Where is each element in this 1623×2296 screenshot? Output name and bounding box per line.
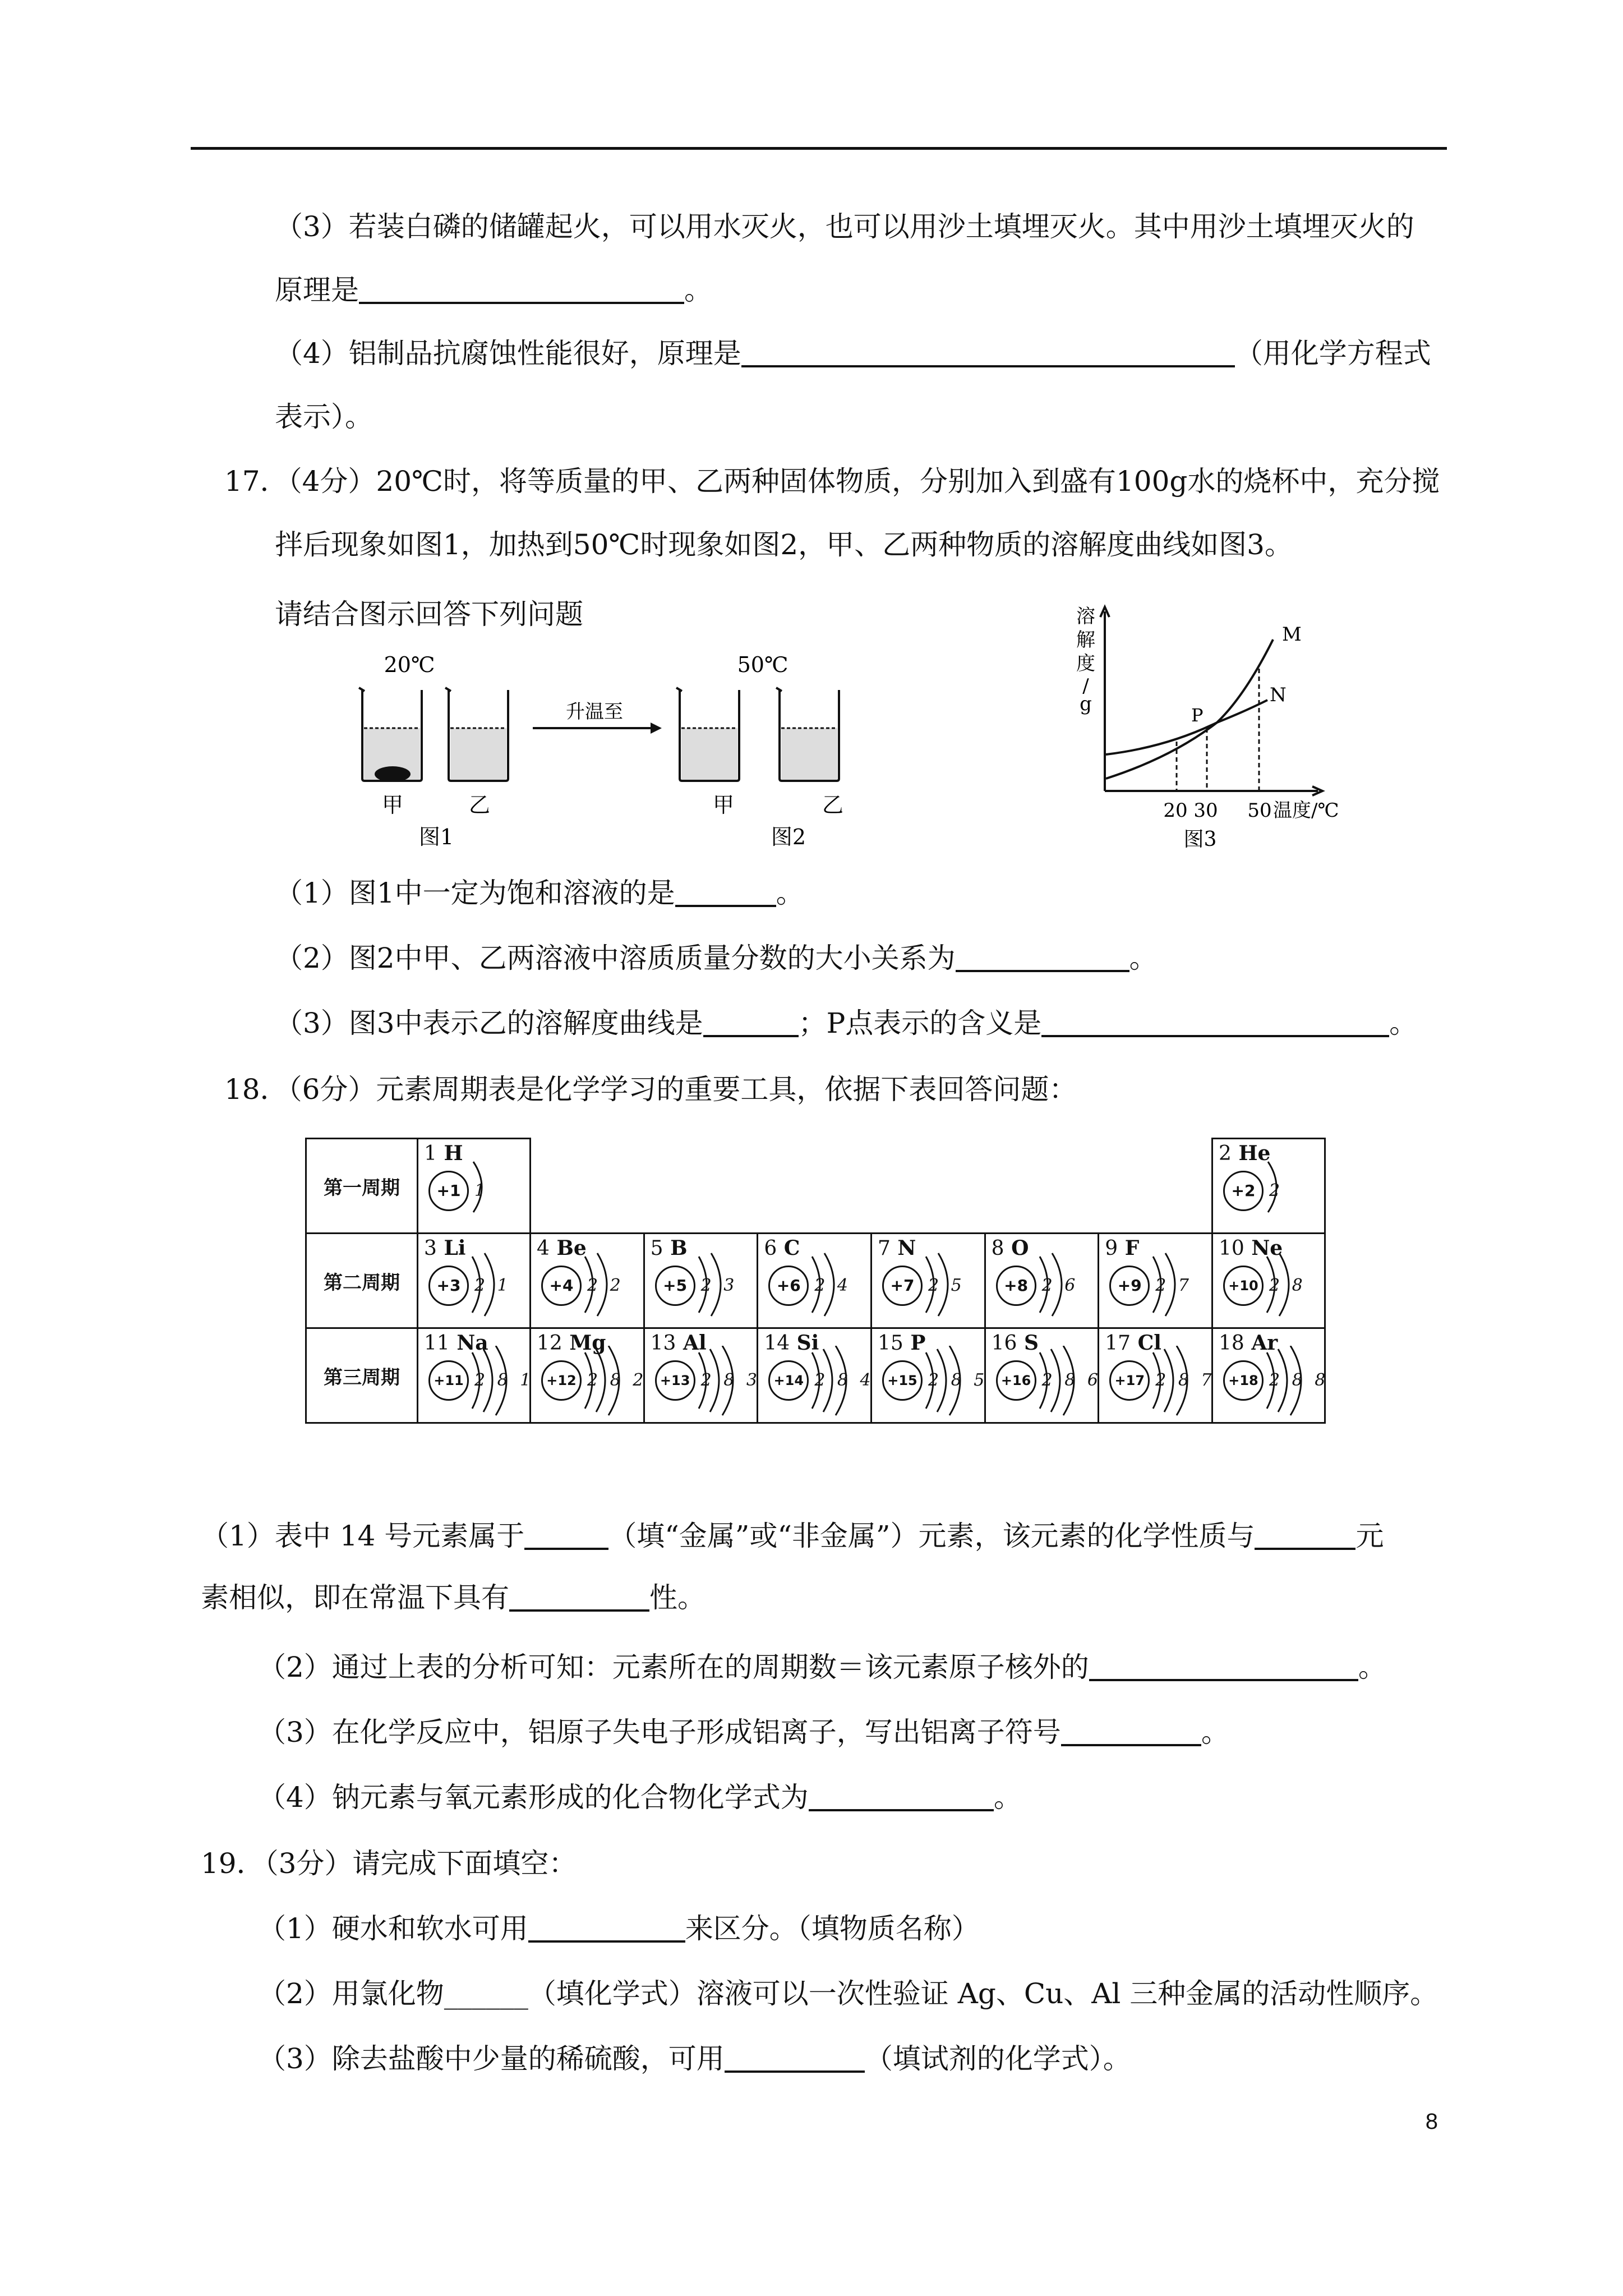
fig2-temp: 50℃	[737, 652, 789, 677]
answer-blank[interactable]	[703, 1007, 799, 1037]
fig3-caption: 图3	[1183, 828, 1217, 851]
element-cell: 3 Li +3 2 1	[418, 1234, 531, 1328]
q16-part4-line2: 表示）。	[275, 401, 373, 433]
curve-m-label: M	[1282, 623, 1302, 646]
answer-blank[interactable]	[809, 1781, 994, 1811]
element-cell: 18 Ar +18 2 8 8	[1212, 1328, 1325, 1423]
ylabel-char: 溶	[1076, 605, 1095, 628]
element-cell: 8 O +8 2 6	[985, 1234, 1099, 1328]
q19-intro: 19．（3分）请完成下面填空：	[201, 1847, 577, 1880]
curve-n-label: N	[1270, 684, 1287, 706]
page-number: 8	[1425, 2109, 1438, 2134]
q16-part3-line2: 原理是 。	[275, 274, 712, 306]
element-cell: 6 C +6 2 4	[758, 1234, 872, 1328]
answer-blank[interactable]	[1061, 1716, 1201, 1746]
fig2-caption: 图2	[771, 825, 806, 849]
element-cell: 5 B +5 2 3	[644, 1234, 758, 1328]
tick-label: 50	[1247, 799, 1272, 822]
q17-sub2: （2）图2中甲、乙两溶液中溶质质量分数的大小关系为 。	[275, 942, 1158, 974]
solubility-curve-figure	[1060, 600, 1352, 858]
q18-sub2: （2）通过上表的分析可知：元素所在的周期数＝该元素原子核外的 。	[258, 1651, 1386, 1683]
beaker-figures	[336, 639, 852, 864]
beaker-yi-fig1	[445, 688, 508, 781]
ylabel-char: 度	[1076, 652, 1095, 675]
ylabel-char: 解	[1076, 629, 1095, 651]
answer-blank[interactable]	[725, 2042, 865, 2073]
element-cell: 4 Be +4 2 2	[531, 1234, 644, 1328]
beaker-yi-fig2	[776, 688, 839, 781]
q19-sub2: （2）用氯化物______（填化学式）溶液可以一次性验证 Ag、Cu、Al 三种金属的活动性顺序。	[258, 1977, 1438, 2010]
header-rule	[191, 147, 1447, 150]
q18-sub3: （3）在化学反应中，铝原子失电子形成铝离子，写出铝离子符号 。	[258, 1716, 1229, 1749]
element-cell: 2 He +2 2	[1212, 1139, 1325, 1234]
x-axis-label: 温度/℃	[1273, 799, 1339, 822]
period-label: 第二周期	[306, 1234, 418, 1328]
answer-blank[interactable]	[675, 877, 776, 907]
arrow-label: 升温至	[566, 701, 623, 723]
period-label: 第三周期	[306, 1328, 418, 1423]
tick-label: 30	[1193, 799, 1218, 822]
q16-part4-line1: （4）铝制品抗腐蚀性能很好，原理是 （用化学方程式	[275, 337, 1431, 370]
q17-intro-line2: 拌后现象如图1，加热到50℃时现象如图2，甲、乙两种物质的溶解度曲线如图3。	[275, 528, 1293, 561]
curve-n	[1106, 700, 1267, 754]
answer-blank[interactable]	[741, 337, 1235, 367]
q18-sub1-line2: 素相似，即在常温下具有 性。	[201, 1581, 706, 1614]
element-cell: 1 H +1 1	[418, 1139, 531, 1234]
element-cell: 16 S +16 2 8 6	[985, 1328, 1099, 1423]
element-cell: 10 Ne +10 2 8	[1212, 1234, 1325, 1328]
element-cell: 14 Si +14 2 8 4	[758, 1328, 872, 1423]
point-p-label: P	[1191, 705, 1204, 726]
q19-sub3: （3）除去盐酸中少量的稀硫酸，可用 （填试剂的化学式）。	[258, 2042, 1131, 2075]
q18-intro: 18．（6分）元素周期表是化学学习的重要工具，依据下表回答问题：	[224, 1073, 1077, 1106]
fig1-caption: 图1	[418, 825, 454, 849]
element-cell: 12 Mg +12 2 8 2	[531, 1328, 644, 1423]
answer-blank[interactable]	[359, 274, 684, 304]
q16-part3-line1: （3）若装白磷的储罐起火，可以用水灭火，也可以用沙土填埋灭火。其中用沙土填埋灭火的	[275, 210, 1414, 243]
answer-blank[interactable]	[956, 942, 1129, 972]
answer-blank[interactable]	[528, 1912, 685, 1943]
answer-blank[interactable]	[524, 1520, 608, 1550]
q19-sub1: （1）硬水和软水可用 来区分。（填物质名称）	[258, 1912, 980, 1945]
answer-blank[interactable]	[1255, 1520, 1355, 1550]
answer-blank[interactable]	[1089, 1651, 1358, 1681]
beaker-jia-fig2	[676, 688, 739, 781]
beaker-jia-fig1	[359, 688, 422, 782]
element-cell: 15 P +15 2 8 5	[871, 1328, 985, 1423]
element-cell: 17 Cl +17 2 8 7	[1099, 1328, 1212, 1423]
ylabel-char: g	[1080, 693, 1092, 715]
tick-label: 20	[1163, 799, 1188, 822]
element-cell: 7 N +7 2 5	[871, 1234, 985, 1328]
fig1-temp: 20℃	[384, 652, 435, 677]
ylabel-char: /	[1082, 675, 1089, 697]
periodic-table	[305, 1138, 1329, 1424]
element-cell: 13 Al +13 2 8 3	[644, 1328, 758, 1423]
fig2-label-jia: 甲	[712, 793, 735, 817]
element-cell: 9 F +9 2 7	[1099, 1234, 1212, 1328]
fig1-label-yi: 乙	[468, 793, 491, 817]
q17-sub3: （3）图3中表示乙的溶解度曲线是 ；P点表示的含义是 。	[275, 1007, 1418, 1039]
fig1-label-jia: 甲	[381, 793, 404, 817]
q18-sub1-line1: （1）表中 14 号元素属于 （填“金属”或“非金属”）元素，该元素的化学性质与 元	[201, 1520, 1384, 1552]
element-cell: 11 Na +11 2 8 1	[418, 1328, 531, 1423]
q17-sub1: （1）图1中一定为饱和溶液的是 。	[275, 877, 804, 909]
answer-blank[interactable]	[1041, 1007, 1389, 1037]
answer-blank[interactable]	[509, 1581, 649, 1612]
period-label: 第一周期	[306, 1139, 418, 1234]
q18-sub4: （4）钠元素与氧元素形成的化合物化学式为 。	[258, 1781, 1022, 1814]
q17-intro-line1: 17．（4分）20℃时，将等质量的甲、乙两种固体物质，分别加入到盛有100g水的烧杯中，充分搅	[224, 465, 1440, 498]
answer-blank[interactable]: ______	[444, 1977, 528, 2010]
fig2-label-yi: 乙	[822, 793, 844, 817]
q17-prompt: 请结合图示回答下列问题	[275, 598, 583, 631]
